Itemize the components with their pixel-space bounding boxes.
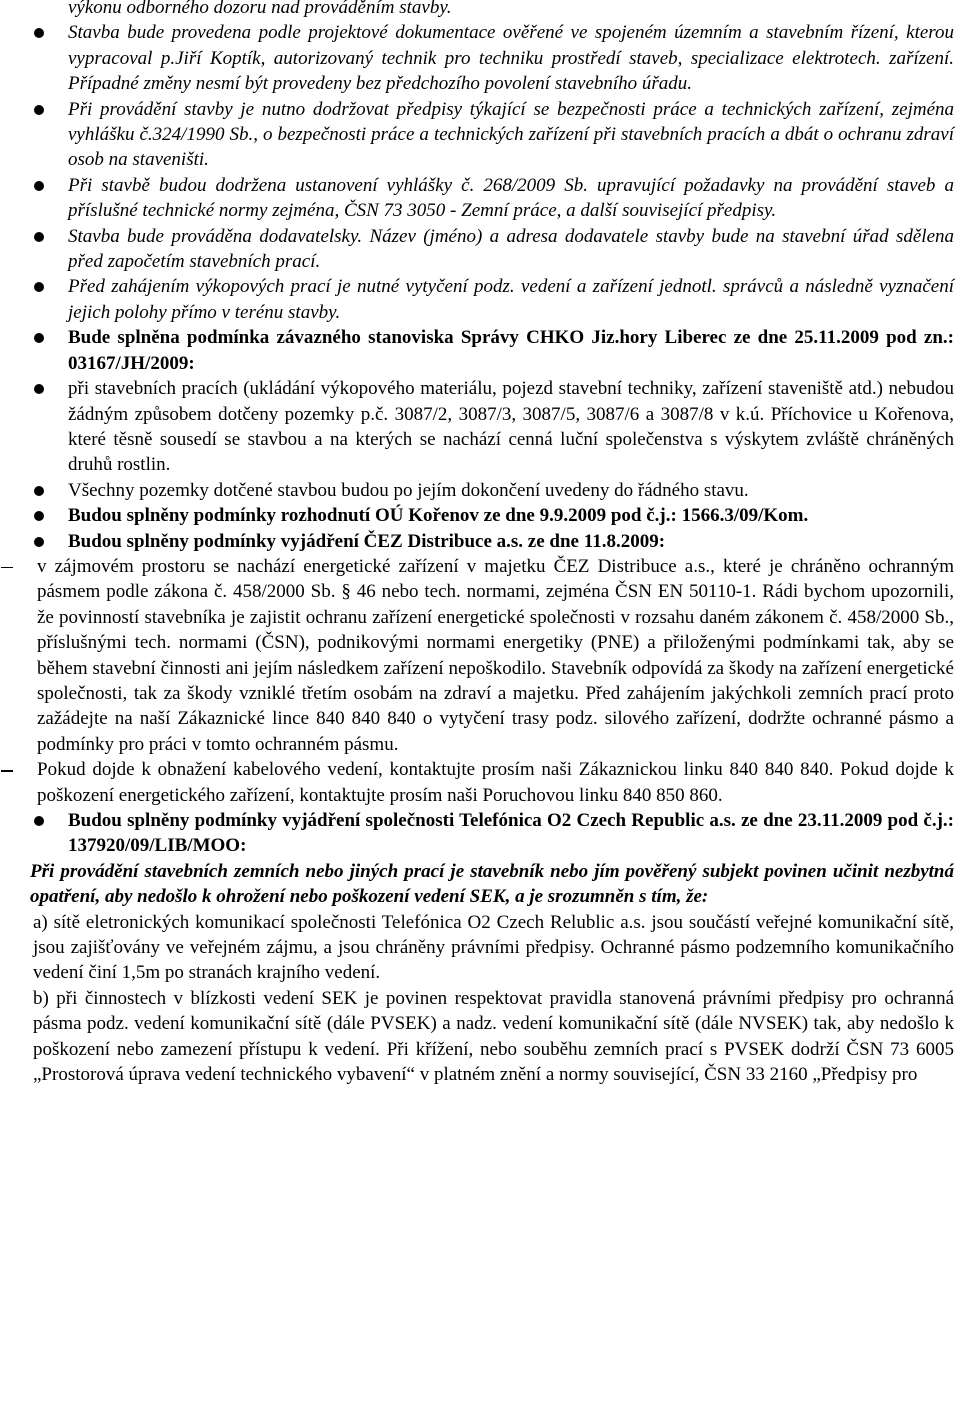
list-item-text: Při stavbě budou dodržena ustanovení vyhlášky č. 268/2009 Sb. upravující požadavky na provádění staveb a příslušné technické normy zejména, ČSN 73 3050 - Zemní práce, a další související předpisy. [68, 174, 954, 222]
bullet-icon [34, 105, 44, 115]
list-item [0, 325, 954, 376]
dash-icon [1, 770, 13, 772]
paragraph-a: a) sítě eletronických komunikací společnosti Telefónica O2 Czech Relublic a.s. jsou součástí veřejné komunikační sítě, jsou zajišťovány ve veřejném zájmu, a jsou chráněny právními předpisy. Ochranné pásmo podzemního komunikačního vedení činí 1,5m po stranách krajního vedení. [33, 911, 954, 984]
bullet-icon [34, 511, 44, 521]
bullet-icon [34, 537, 44, 547]
bullet-icon [34, 181, 44, 191]
bullet-icon [34, 232, 44, 242]
list-item-text: Všechny pozemky dotčené stavbou budou po jejím dokončení uvedeny do řádného stavu. [68, 479, 749, 501]
list-item-text: Budou splněny podmínky vyjádření ČEZ Distribuce a.s. ze dne 11.8.2009: [68, 530, 666, 552]
list-item [0, 529, 954, 554]
list-item-text: Při provádění stavby je nutno dodržovat předpisy týkající se bezpečnosti práce a technických zařízení, zejména vyhlášku č.324/1990 Sb., o bezpečnosti práce a technických zařízení při stavebních pracích a dbát o ochranu zdraví osob na staveništi. [68, 98, 954, 171]
list-item-text: Budou splněny podmínky vyjádření společnosti Telefónica O2 Czech Republic a.s. ze dne 23.11.2009 pod č.j.: 137920/09/LIB/MOO: [68, 810, 954, 857]
bullet-icon [34, 486, 44, 496]
list-item-text: Stavba bude prováděna dodavatelsky. Název (jméno) a adresa dodavatele stavby bude na stavební úřad sdělena před započetím stavebních prací. [68, 225, 954, 273]
bullet-icon [34, 384, 44, 394]
list-item-text: při stavebních pracích (ukládání výkopového materiálu, pojezd stavební techniky, zařízení staveniště atd.) nebudou žádným způsobem dotčeny pozemky p.č. 3087/2, 3087/3, 3087/5, 3087/6 a 3087/8 v k.ú. Příchovice u Kořenova, které těsně sousedí se stavbou a na kterých se nachází cenná luční společenstva s výskytem zvláště chráněných druhů rostlin. [68, 378, 954, 476]
dash-item [0, 757, 954, 808]
list-item-text: Před zahájením výkopových prací je nutné vytyčení podz. vedení a zařízení jednotl. správců a následně vyznačení jejich polohy přímo v terénu stavby. [68, 276, 954, 323]
list-item [0, 274, 954, 325]
dash-item-text: Pokud dojde k obnažení kabelového vedení, kontaktujte prosím naši Zákaznickou linku 840 840 840. Pokud dojde k poškození energetického zařízení, kontaktujte prosím naši Poruchovou linku 840 850 860. [37, 759, 954, 806]
list-item [0, 808, 954, 859]
list-item-text: Bude splněna podmínka závazného stanoviska Správy CHKO Jiz.hory Liberec ze dne 25.11.2009 pod zn.: 03167/JH/2009: [68, 327, 954, 374]
list-item-text: Budou splněny podmínky rozhodnutí OÚ Kořenov ze dne 9.9.2009 pod č.j.: 1566.3/09/Kom. [68, 505, 809, 527]
dash-item-text: v zájmovém prostoru se nachází energetické zařízení v majetku ČEZ Distribuce a.s., které je chráněno ochranným pásmem podle zákona č. 458/2000 Sb. § 46 nebo tech. normami, zejména ČSN EN 50110-1. Rádi bychom upozornili, že povinností stavebníka je zajistit ochranu zařízení energetické společnosti v rozsahu daném zákonem č. 458/2000 Sb., příslušnými tech. normami (ČSN), podnikovými normami energetiky (PNE) a přiloženými podmínkami tak, aby se během stavební činnosti ani jejím následkem zařízení nepoškodilo. Stavebník odpovídá za škody na zařízení energetické společnosti, tak za škody vzniklé třetím osobám na zdraví a majetku. Před zahájením jakýchkoli zemních prací proto zažádejte na naší Zákaznické lince 840 840 840 o vytyčení trasy podz. silového zařízení, dodržte ochranné pásmo a podmínky pro práci v tomto ochranném pásmu. [37, 555, 954, 755]
list-item [0, 224, 954, 275]
bullet-icon [34, 28, 44, 38]
dash-item [0, 554, 954, 757]
list-item [0, 376, 954, 478]
list-item [0, 478, 954, 503]
paragraph-b: b) při činnostech v blízkosti vedení SEK je povinen respektovat pravidla stanovená právními předpisy pro ochranná pásma podz. vedení komunikační sítě (dále PVSEK) a nadz. vedení komunikační sítě (dále NVSEK) tak, aby nedošlo k poškození nebo zamezení přístupu k vedení. Při křížení, nebo souběhu zemních prací s PVSEK dodrží ČSN 73 6005 „Prostorová úprava vedení technického vybavení“ v platném znění a normy související, ČSN 33 2160 „Předpisy pro [33, 987, 954, 1086]
bullet-icon [34, 282, 44, 292]
list-item-text: Stavba bude provedena podle projektové dokumentace ověřené ve spojeném územním a stavebním řízení, kterou vypracoval p.Jiří Koptík, autorizovaný technik pro techniku prostředí staveb, specializace elektrotech. zařízení. Případné změny nesmí být provedeny bez předchozího povolení stavebního úřadu. [68, 22, 954, 95]
lead-fragment: výkonu odborného dozoru nad prováděním stavby. [68, 0, 452, 18]
dash-icon [1, 567, 13, 569]
list-item [0, 97, 954, 173]
bullet-icon [34, 333, 44, 343]
list-item [0, 503, 954, 528]
list-item [0, 20, 954, 96]
bullet-icon [34, 816, 44, 826]
warning-paragraph: Při provádění stavebních zemních nebo jiných prací je stavebník nebo jím pověřený subjekt povinen učinit nezbytná opatření, aby nedošlo k ohrožení nebo poškození vedení SEK, a je srozumněn s tím, že: [30, 860, 954, 908]
list-item [0, 173, 954, 224]
